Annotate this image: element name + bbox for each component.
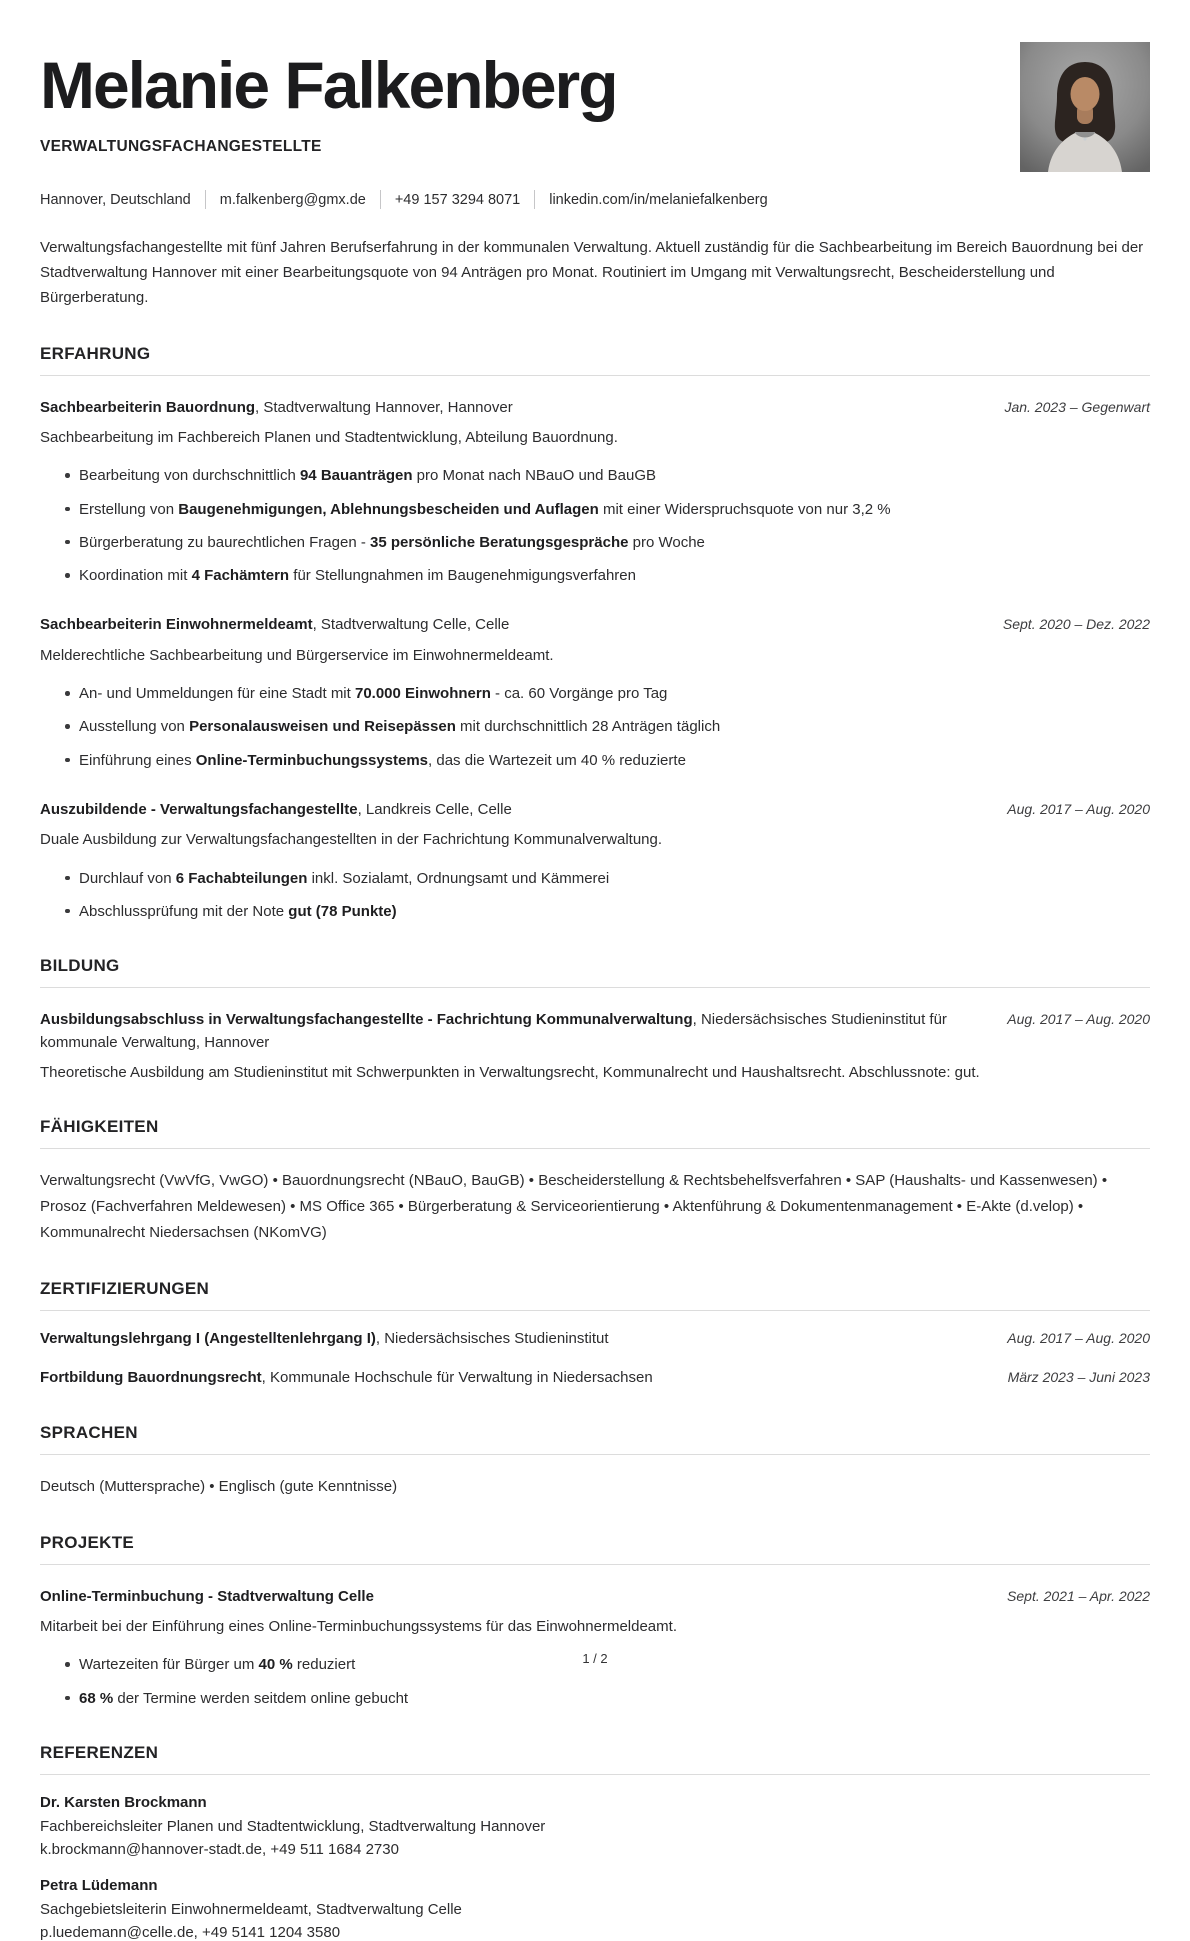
job-title-line <box>40 614 509 637</box>
bullet-item: Abschlussprüfung mit der Note gut (78 Punkte) <box>64 900 1150 923</box>
section-projects <box>40 1533 1150 1710</box>
entry-header <box>40 1586 1150 1609</box>
section-heading-education: BILDUNG <box>40 956 1150 988</box>
contact-location: Hannover, Deutschland <box>40 191 191 208</box>
certification-title-line <box>40 1328 609 1351</box>
certification-entry <box>40 1328 1150 1351</box>
education-title: Ausbildungsabschluss in Verwaltungsfachangestellte - Fachrichtung Kommunalverwaltung <box>40 1011 693 1029</box>
reference-contact: k.brockmann@hannover-stadt.de, +49 511 1684 2730 <box>40 1840 399 1858</box>
reference-name: Petra Lüdemann <box>40 1876 158 1894</box>
education-institution: , Niedersächsisches Studieninstitut für kommunale Verwaltung, Hannover <box>40 1011 947 1051</box>
entry-header <box>40 1009 1150 1054</box>
job-subtitle: Sachbearbeitung im Fachbereich Planen und Stadtentwicklung, Abteilung Bauordnung. <box>40 429 618 447</box>
section-education <box>40 956 1150 1084</box>
certification-title: Fortbildung Bauordnungsrecht <box>40 1369 262 1387</box>
summary-paragraph: Verwaltungsfachangestellte mit fünf Jahren Berufserfahrung in der kommunalen Verwaltung. Aktuell zuständig für die Sachbearbeitung im Bereich Bauordnung bei der Stadtverwaltung Hannover mit einer Bearbeitungsquote von 94 Anträgen pro Monat. Routiniert im Umgang mit Verwaltungsrecht, Bescheiderstellung und Bürgerberatung. <box>40 239 1144 307</box>
contact-email[interactable]: m.falkenberg@gmx.de <box>219 191 366 208</box>
job-date: Jan. 2023 – Gegenwart <box>1004 398 1150 415</box>
job-bullets <box>40 464 1150 587</box>
job-bullets <box>40 682 1150 772</box>
certification-title-line <box>40 1367 653 1390</box>
section-heading-certifications: ZERTIFIZIERUNGEN <box>40 1279 1150 1311</box>
project-title: Online-Terminbuchung - Stadtverwaltung Celle <box>40 1587 374 1605</box>
bullet-item: 68 % der Termine werden seitdem online gebucht <box>64 1687 1150 1710</box>
experience-entry <box>40 799 1150 923</box>
certification-title: Verwaltungslehrgang I (Angestelltenlehrgang I) <box>40 1329 376 1347</box>
section-heading-references: REFERENZEN <box>40 1743 1150 1775</box>
section-heading-experience: ERFAHRUNG <box>40 344 1150 376</box>
project-entry <box>40 1586 1150 1710</box>
header <box>40 42 1150 172</box>
section-heading-skills: FÄHIGKEITEN <box>40 1117 1150 1149</box>
education-date: Aug. 2017 – Aug. 2020 <box>1007 1011 1150 1028</box>
contact-divider <box>534 190 535 209</box>
bullet-item: Ausstellung von Personalausweisen und Reisepässen mit durchschnittlich 28 Anträgen täglich <box>64 715 1150 738</box>
experience-entry <box>40 614 1150 772</box>
skills-list: Verwaltungsrecht (VwVfG, VwGO) • Bauordnungsrecht (NBauO, BauGB) • Bescheiderstellung & Rechtsbehelfsverfahren • SAP (Haushalts- und Kassenwesen) • Prosoz (Fachverfahren Meldewesen) • MS Office 365 • Bürgerberatung & Serviceorientierung • Aktenführung & Dokumentenmanagement • E-Akte (d.velop) • Kommunalrecht Niedersachsen (NKomVG) <box>40 1172 1108 1241</box>
bullet-item: Durchlauf von 6 Fachabteilungen inkl. Sozialamt, Ordnungsamt und Kämmerei <box>64 867 1150 890</box>
education-description: Theoretische Ausbildung am Studieninstitut mit Schwerpunkten in Verwaltungsrecht, Kommunalrecht und Haushaltsrecht. Abschlussnote: gut. <box>40 1064 980 1082</box>
job-title-line <box>40 799 512 822</box>
certification-date: März 2023 – Juni 2023 <box>1007 1369 1150 1386</box>
bullet-item: Bearbeitung von durchschnittlich 94 Bauanträgen pro Monat nach NBauO und BauGB <box>64 464 1150 487</box>
project-subtitle: Mitarbeit bei der Einführung eines Online-Terminbuchungssystems für das Einwohnermeldeamt. <box>40 1618 677 1635</box>
job-org: , Stadtverwaltung Celle, Celle <box>312 616 510 634</box>
contact-phone[interactable]: +49 157 3294 8071 <box>394 191 521 208</box>
profile-photo <box>1020 42 1150 172</box>
reference-name: Dr. Karsten Brockmann <box>40 1793 207 1811</box>
contact-divider <box>380 190 381 209</box>
job-date: Aug. 2017 – Aug. 2020 <box>1007 800 1150 817</box>
certification-institution: , Kommunale Hochschule für Verwaltung in Niedersachsen <box>261 1369 653 1387</box>
person-name: Melanie Falkenberg <box>40 48 617 122</box>
reference-role: Fachbereichsleiter Planen und Stadtentwicklung, Stadtverwaltung Hannover <box>40 1817 546 1835</box>
section-experience <box>40 344 1150 924</box>
job-subtitle: Duale Ausbildung zur Verwaltungsfachangestellten in der Fachrichtung Kommunalverwaltung. <box>40 831 663 849</box>
section-certifications <box>40 1279 1150 1390</box>
person-role-title: VERWALTUNGSFACHANGESTELLTE <box>40 138 322 155</box>
certification-date: Aug. 2017 – Aug. 2020 <box>1007 1329 1150 1346</box>
reference-role: Sachgebietsleiterin Einwohnermeldeamt, Stadtverwaltung Celle <box>40 1900 462 1918</box>
reference-entry <box>40 1794 1150 1858</box>
job-subtitle: Melderechtliche Sachbearbeitung und Bürgerservice im Einwohnermeldeamt. <box>40 646 554 664</box>
contact-bar <box>40 190 1150 209</box>
section-references <box>40 1743 1150 1941</box>
languages-list: Deutsch (Muttersprache) • Englisch (gute Kenntnisse) <box>40 1477 398 1495</box>
job-title-line <box>40 397 513 420</box>
job-title: Auszubildende - Verwaltungsfachangestellte <box>40 800 358 818</box>
certification-institution: , Niedersächsisches Studieninstitut <box>375 1329 609 1347</box>
job-title: Sachbearbeiterin Einwohnermeldeamt <box>40 616 313 634</box>
section-skills <box>40 1117 1150 1245</box>
profile-photo-graphic <box>1020 42 1150 172</box>
section-languages <box>40 1423 1150 1500</box>
header-text <box>40 42 1020 156</box>
job-org: , Stadtverwaltung Hannover, Hannover <box>255 398 513 416</box>
bullet-item: Einführung eines Online-Terminbuchungssystems, das die Wartezeit um 40 % reduzierte <box>64 749 1150 772</box>
section-heading-projects: PROJEKTE <box>40 1533 1150 1565</box>
project-title-line <box>40 1586 374 1609</box>
contact-divider <box>205 190 206 209</box>
reference-contact: p.luedemann@celle.de, +49 5141 1204 3580 <box>40 1923 341 1941</box>
entry-header <box>40 397 1150 420</box>
section-heading-languages: SPRACHEN <box>40 1423 1150 1455</box>
bullet-item: Bürgerberatung zu baurechtlichen Fragen - 35 persönliche Beratungsgespräche pro Woche <box>64 531 1150 554</box>
bullet-item: An- und Ummeldungen für eine Stadt mit 70.000 Einwohnern - ca. 60 Vorgänge pro Tag <box>64 682 1150 705</box>
contact-linkedin[interactable]: linkedin.com/in/melaniefalkenberg <box>549 191 768 208</box>
bullet-item: Erstellung von Baugenehmigungen, Ablehnungsbescheiden und Auflagen mit einer Widerspruchsquote von nur 3,2 % <box>64 498 1150 521</box>
entry-header <box>40 799 1150 822</box>
education-entry <box>40 1009 1150 1084</box>
page-number: 1 / 2 <box>582 1651 608 1666</box>
job-date: Sept. 2020 – Dez. 2022 <box>1002 616 1150 633</box>
reference-entry <box>40 1877 1150 1941</box>
bullet-item: Koordination mit 4 Fachämtern für Stellungnahmen im Baugenehmigungsverfahren <box>64 564 1150 587</box>
education-title-line <box>40 1009 977 1054</box>
job-title: Sachbearbeiterin Bauordnung <box>40 398 256 416</box>
bullet-item: Wartezeiten für Bürger um 40 % reduziert <box>64 1653 1150 1676</box>
job-bullets <box>40 867 1150 924</box>
certification-entry <box>40 1367 1150 1390</box>
job-org: , Landkreis Celle, Celle <box>357 800 512 818</box>
entry-header <box>40 614 1150 637</box>
experience-entry <box>40 397 1150 588</box>
project-date: Sept. 2021 – Apr. 2022 <box>1007 1587 1150 1604</box>
